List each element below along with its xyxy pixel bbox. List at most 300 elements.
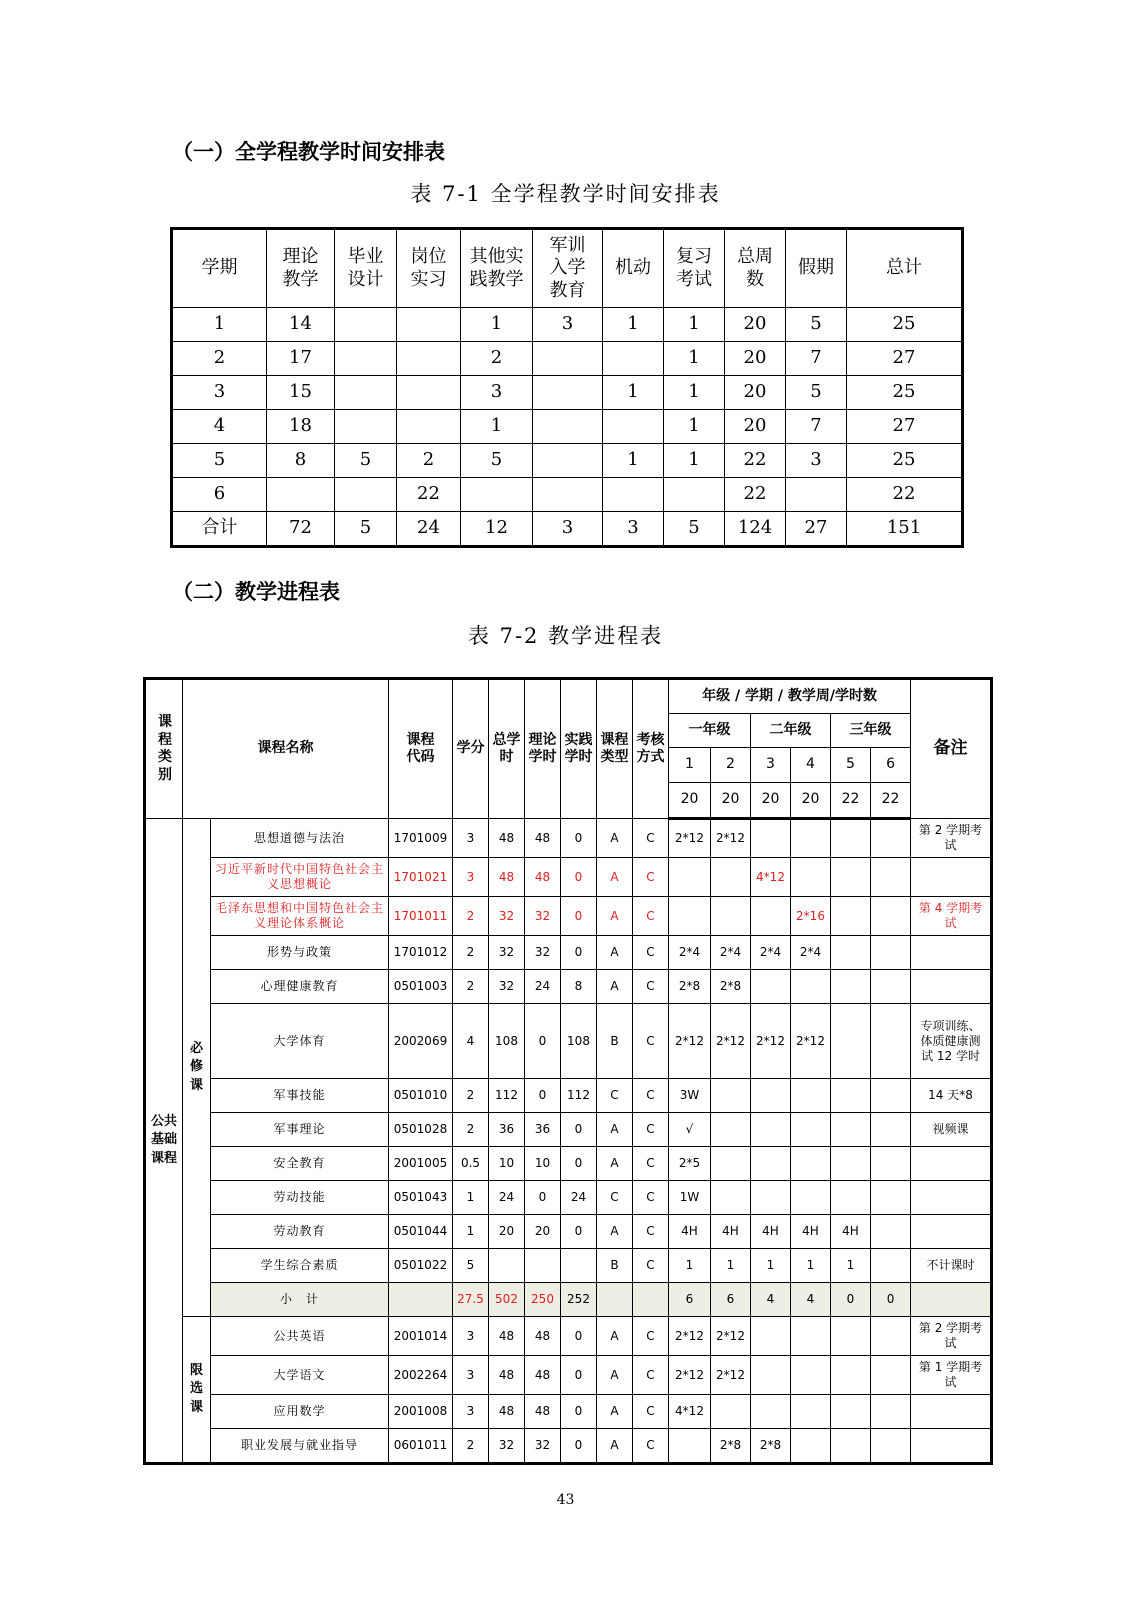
t1-cell: 3 [533,512,603,547]
course-cell: 2*8 [711,1429,751,1464]
t1-cell: 3 [786,444,847,478]
t1-cell: 8 [267,444,335,478]
course-cell: A [597,1317,633,1356]
course-cell: 32 [489,970,525,1004]
header-course-name: 课程名称 [183,679,389,819]
course-cell: 2*12 [669,1356,711,1395]
course-cell: 3 [453,819,489,858]
course-name: 劳动技能 [211,1181,389,1215]
course-note [911,858,992,897]
course-cell: B [597,1249,633,1283]
course-cell: A [597,897,633,936]
course-cell: A [597,1395,633,1429]
course-cell: 2*12 [669,1004,711,1079]
course-cell: 48 [489,1395,525,1429]
course-cell: 2*8 [711,970,751,1004]
t1-cell: 2 [397,444,461,478]
course-cell: 502 [489,1283,525,1317]
course-cell: 4 [751,1283,791,1317]
course-cell: 1701009 [389,819,453,858]
course-cell: 2 [453,970,489,1004]
t1-cell: 27 [786,512,847,547]
t1-cell [533,410,603,444]
t1-cell [397,410,461,444]
course-cell: 2*4 [669,936,711,970]
course-cell: 1 [791,1249,831,1283]
course-cell: 32 [525,936,561,970]
course-cell [751,1395,791,1429]
course-cell: 0 [561,1429,597,1464]
t1-cell: 3 [603,512,664,547]
course-cell: A [597,819,633,858]
t1-cell: 20 [725,308,786,342]
t1-cell: 1 [664,444,725,478]
course-cell: 32 [525,1429,561,1464]
course-name: 军事理论 [211,1113,389,1147]
course-cell: 0501010 [389,1079,453,1113]
course-cell [831,1181,871,1215]
header-weeks: 20 [751,783,791,819]
t1-cell: 15 [267,376,335,410]
course-cell: 0501022 [389,1249,453,1283]
course-cell: 24 [489,1181,525,1215]
header-category: 课程类别 [145,679,183,819]
t1-header-cell: 假期 [786,229,847,308]
course-note [911,1215,992,1249]
course-cell: 0 [561,858,597,897]
course-cell: 3 [453,1395,489,1429]
t1-cell: 合计 [172,512,267,547]
course-cell: 5 [453,1249,489,1283]
t1-row [172,308,963,342]
course-cell: 0.5 [453,1147,489,1181]
course-cell: 48 [489,1356,525,1395]
t1-cell: 24 [397,512,461,547]
header-grade-term: 年级 / 学期 / 教学周/学时数 [669,679,911,714]
course-cell: 1 [751,1249,791,1283]
header-weeks: 22 [831,783,871,819]
t1-cell: 7 [786,410,847,444]
course-cell: 4H [711,1215,751,1249]
header-theory-hours: 理论学时 [525,679,561,819]
t1-cell [335,410,397,444]
header-total-hours: 总学时 [489,679,525,819]
course-cell: 0 [561,936,597,970]
course-cell: 112 [561,1079,597,1113]
course-row [145,1317,992,1356]
category-required: 必修课 [183,819,211,1317]
header-term: 3 [751,748,791,783]
course-cell [751,897,791,936]
t1-cell: 5 [172,444,267,478]
t1-cell [533,444,603,478]
t1-cell [397,342,461,376]
course-cell [871,936,911,970]
course-row [145,1113,992,1147]
t1-cell: 3 [533,308,603,342]
course-cell: 1701012 [389,936,453,970]
course-cell [751,1317,791,1356]
t1-cell [335,376,397,410]
course-cell: A [597,1147,633,1181]
course-cell: 0 [561,1113,597,1147]
course-cell: 10 [489,1147,525,1181]
course-name: 军事技能 [211,1079,389,1113]
course-cell: 0 [561,1356,597,1395]
course-row [145,1181,992,1215]
course-cell: C [633,897,669,936]
t1-cell [267,478,335,512]
course-cell: 0501028 [389,1113,453,1147]
course-cell: 0 [525,1004,561,1079]
course-cell [831,1147,871,1181]
course-cell [831,1317,871,1356]
course-cell [711,1079,751,1113]
course-row [145,1147,992,1181]
course-cell: C [633,1215,669,1249]
teaching-progress-table [143,677,993,1465]
course-row [145,970,992,1004]
t1-cell: 4 [172,410,267,444]
course-cell [751,1356,791,1395]
course-cell [751,1079,791,1113]
course-note [911,970,992,1004]
course-cell: 250 [525,1283,561,1317]
course-cell: 0 [561,1147,597,1181]
t1-header-cell: 总周数 [725,229,786,308]
course-cell: 2*4 [751,936,791,970]
course-cell: 2*12 [669,819,711,858]
t1-cell: 5 [786,308,847,342]
t1-cell: 18 [267,410,335,444]
course-cell [871,1147,911,1181]
course-name: 形势与政策 [211,936,389,970]
course-cell: C [633,1079,669,1113]
course-row [145,1395,992,1429]
course-note [911,1395,992,1429]
course-cell [561,1249,597,1283]
course-cell [871,1215,911,1249]
course-cell: 2*12 [711,1004,751,1079]
course-cell: A [597,1429,633,1464]
course-cell [871,1356,911,1395]
course-cell: C [633,1395,669,1429]
course-note: 视频课 [911,1113,992,1147]
t1-header-cell: 总计 [847,229,963,308]
t1-cell: 20 [725,410,786,444]
course-cell: 48 [489,819,525,858]
course-row [145,858,992,897]
t1-cell: 14 [267,308,335,342]
section-heading-1: （一）全学程教学时间安排表 [172,140,445,164]
course-note: 第 1 学期考试 [911,1356,992,1395]
t1-cell [533,376,603,410]
t1-cell [533,342,603,376]
course-cell: 1 [669,1249,711,1283]
course-cell: 2002264 [389,1356,453,1395]
course-cell [791,1147,831,1181]
course-name: 思想道德与法治 [211,819,389,858]
t1-cell: 1 [664,342,725,376]
t1-cell: 5 [461,444,533,478]
course-cell [711,1395,751,1429]
category-public-basic: 公共基础课程 [145,819,183,1464]
course-cell [669,858,711,897]
header-year-2: 二年级 [751,714,831,748]
course-cell: 2*12 [711,1317,751,1356]
course-cell [831,819,871,858]
course-cell: 6 [711,1283,751,1317]
course-row [145,1215,992,1249]
course-cell [871,970,911,1004]
t1-cell: 5 [335,512,397,547]
course-cell [831,970,871,1004]
course-cell: 2 [453,1079,489,1113]
course-cell: 24 [561,1181,597,1215]
course-cell: 1 [711,1249,751,1283]
course-cell: 36 [489,1113,525,1147]
course-cell: 3 [453,1317,489,1356]
course-cell: 4H [791,1215,831,1249]
course-cell: 4H [669,1215,711,1249]
course-cell: 36 [525,1113,561,1147]
t1-cell: 2 [172,342,267,376]
course-cell: 0 [831,1283,871,1317]
course-cell: 0 [871,1283,911,1317]
header-year-3: 三年级 [831,714,911,748]
t1-cell [335,308,397,342]
t1-row [172,410,963,444]
course-cell: 1 [453,1215,489,1249]
course-cell: 2001014 [389,1317,453,1356]
course-cell: 0 [561,1395,597,1429]
course-cell: 4H [831,1215,871,1249]
t1-cell [603,410,664,444]
t1-cell: 25 [847,308,963,342]
course-cell: 32 [525,897,561,936]
course-cell: A [597,858,633,897]
course-cell: C [597,1181,633,1215]
course-cell: C [633,1004,669,1079]
course-row [145,897,992,936]
course-cell [831,858,871,897]
header-year-1: 一年级 [669,714,751,748]
course-cell [831,1429,871,1464]
course-cell [871,1429,911,1464]
header-weeks: 20 [711,783,751,819]
course-note: 第 2 学期考试 [911,1317,992,1356]
course-cell: 0 [561,1215,597,1249]
t1-cell: 5 [664,512,725,547]
course-cell: 0 [561,897,597,936]
course-cell [791,858,831,897]
course-note [911,1181,992,1215]
course-note [911,936,992,970]
t1-cell: 27 [847,410,963,444]
t1-header-cell: 理论教学 [267,229,335,308]
course-cell: 2001005 [389,1147,453,1181]
t1-cell: 3 [461,376,533,410]
t1-cell: 27 [847,342,963,376]
t1-row [172,444,963,478]
t1-header-cell: 学期 [172,229,267,308]
t1-header-cell: 岗位实习 [397,229,461,308]
course-cell [871,1113,911,1147]
course-name: 小 计 [211,1283,389,1317]
course-cell: 27.5 [453,1283,489,1317]
t1-cell: 2 [461,342,533,376]
course-cell: 2*5 [669,1147,711,1181]
t1-cell: 5 [786,376,847,410]
t1-header-cell: 毕业设计 [335,229,397,308]
course-cell [669,897,711,936]
t1-cell [397,308,461,342]
course-name: 毛泽东思想和中国特色社会主义理论体系概论 [211,897,389,936]
course-cell: 2*12 [791,1004,831,1079]
course-cell [791,1429,831,1464]
course-name: 心理健康教育 [211,970,389,1004]
course-cell [871,1317,911,1356]
course-cell: 32 [489,1429,525,1464]
course-note: 不计课时 [911,1249,992,1283]
course-cell: 2*12 [711,1356,751,1395]
t1-cell: 72 [267,512,335,547]
t1-row [172,376,963,410]
course-name: 职业发展与就业指导 [211,1429,389,1464]
header-weeks: 20 [669,783,711,819]
header-course-code: 课程代码 [389,679,453,819]
course-note: 第 2 学期考试 [911,819,992,858]
t1-cell: 1 [172,308,267,342]
course-cell [871,1395,911,1429]
t1-cell: 22 [725,444,786,478]
course-cell [791,970,831,1004]
course-cell [871,897,911,936]
course-cell: 48 [489,1317,525,1356]
course-cell: 0 [561,1317,597,1356]
course-cell: 2*4 [791,936,831,970]
course-cell: 32 [489,936,525,970]
course-cell: 108 [489,1004,525,1079]
course-row [145,1429,992,1464]
course-cell: C [597,1079,633,1113]
course-cell: C [633,1317,669,1356]
t1-cell: 20 [725,376,786,410]
course-cell [791,1356,831,1395]
course-cell [389,1283,453,1317]
course-cell: 20 [489,1215,525,1249]
course-cell: 48 [525,819,561,858]
t1-cell [335,342,397,376]
table-caption-2: 表 7-2 教学进程表 [467,624,664,648]
course-cell: 0501044 [389,1215,453,1249]
header-practice-hours: 实践学时 [561,679,597,819]
course-cell: 2 [453,936,489,970]
t1-cell: 151 [847,512,963,547]
header-term: 2 [711,748,751,783]
course-cell: 2*12 [711,819,751,858]
course-cell: 2*8 [669,970,711,1004]
course-cell: 0501003 [389,970,453,1004]
course-cell [791,1317,831,1356]
t1-cell: 1 [603,376,664,410]
course-cell [831,1356,871,1395]
course-cell: 0 [525,1079,561,1113]
t1-row [172,512,963,547]
course-row [145,1356,992,1395]
header-term: 1 [669,748,711,783]
t1-header-cell: 机动 [603,229,664,308]
course-name: 应用数学 [211,1395,389,1429]
course-cell: C [633,936,669,970]
t1-row [172,342,963,376]
t1-cell: 1 [603,444,664,478]
course-cell: C [633,819,669,858]
course-name: 公共英语 [211,1317,389,1356]
course-cell [711,1181,751,1215]
course-note [911,1429,992,1464]
course-cell: 252 [561,1283,597,1317]
header-term: 4 [791,748,831,783]
course-cell: 24 [525,970,561,1004]
course-cell: 4*12 [751,858,791,897]
course-cell [871,1079,911,1113]
course-cell: 48 [525,858,561,897]
course-cell [831,1113,871,1147]
header-term: 6 [871,748,911,783]
course-cell: 1W [669,1181,711,1215]
course-cell [871,1181,911,1215]
t1-cell [533,478,603,512]
t1-cell: 5 [335,444,397,478]
t1-cell: 1 [664,410,725,444]
course-cell: 0 [525,1181,561,1215]
section-heading-2: （二）教学进程表 [172,580,340,604]
header-exam-method: 考核方式 [633,679,669,819]
t1-cell: 1 [461,410,533,444]
course-cell [751,970,791,1004]
header-weeks: 22 [871,783,911,819]
course-name: 习近平新时代中国特色社会主义思想概论 [211,858,389,897]
course-cell [831,1004,871,1079]
course-cell: C [633,1249,669,1283]
header-course-type: 课程类型 [597,679,633,819]
course-cell: 0601011 [389,1429,453,1464]
course-cell: 2*4 [711,936,751,970]
course-cell: 112 [489,1079,525,1113]
header-term: 5 [831,748,871,783]
course-cell: 2*12 [751,1004,791,1079]
course-cell: 2*12 [669,1317,711,1356]
course-cell [831,936,871,970]
course-cell: 3W [669,1079,711,1113]
course-name: 大学语文 [211,1356,389,1395]
course-cell: 2002069 [389,1004,453,1079]
course-cell: 1701011 [389,897,453,936]
t1-cell: 12 [461,512,533,547]
t1-cell: 22 [397,478,461,512]
schedule-table [170,227,964,548]
course-cell: 10 [525,1147,561,1181]
course-cell [751,1113,791,1147]
course-cell [751,1181,791,1215]
course-cell [831,1395,871,1429]
course-name: 大学体育 [211,1004,389,1079]
course-cell: 4 [453,1004,489,1079]
t1-cell: 17 [267,342,335,376]
course-name: 劳动教育 [211,1215,389,1249]
course-cell: 1 [453,1181,489,1215]
